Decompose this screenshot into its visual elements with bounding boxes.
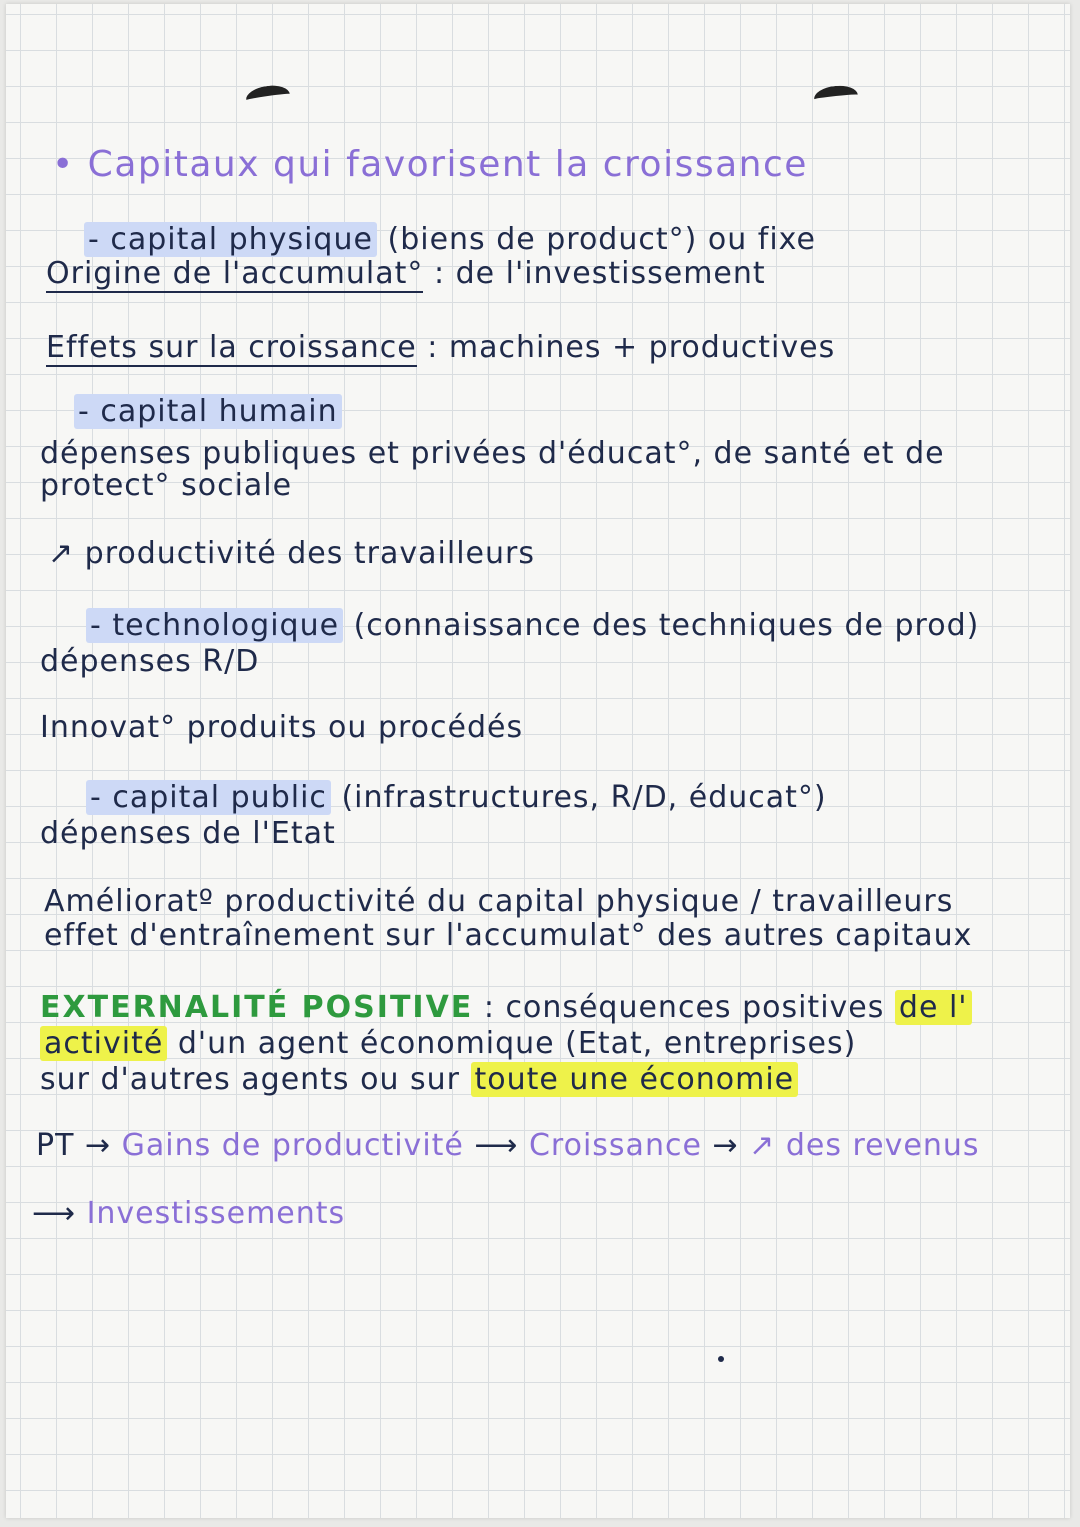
def-externalite-part2: d'un agent économique (Etat, entreprises)	[177, 1026, 857, 1061]
line-investissements	[32, 1196, 345, 1231]
value-effets: : machines + productives	[427, 330, 836, 365]
def-externalite-part3: sur d'autres agents ou sur	[40, 1062, 460, 1097]
term-technologique: - technologique	[86, 608, 343, 643]
line-chain	[36, 1128, 979, 1163]
def-externalite-hl2: activité	[40, 1026, 167, 1061]
line-capital-physique	[84, 222, 816, 257]
line-depenses-etat: dépenses de l'Etat	[40, 816, 336, 851]
line-depenses-rd: dépenses R/D	[40, 644, 260, 679]
arrow-right-icon: ⟶	[32, 1196, 77, 1231]
line-innovation: Innovat° produits ou procédés	[40, 710, 524, 745]
line-entrainement: effet d'entraînement sur l'accumulat° des autres capitaux	[44, 918, 973, 953]
chain-pt: PT	[36, 1128, 75, 1163]
arrow-right-icon: →	[712, 1128, 739, 1163]
line-technologique	[86, 608, 979, 643]
line-externalite-3	[40, 1062, 798, 1097]
chain-gains: Gains de productivité	[121, 1128, 464, 1163]
line-depenses-humain-2: protect° sociale	[40, 468, 293, 503]
line-origine	[46, 256, 766, 291]
punch-hole-right	[813, 84, 859, 110]
section-title: • Capitaux qui favorisent la croissance	[52, 144, 808, 185]
line-externalite-1	[40, 990, 972, 1025]
arrow-right-icon: ⟶	[474, 1128, 519, 1163]
line-productivite: ↗ productivité des travailleurs	[48, 536, 535, 571]
ink-dot	[718, 1356, 724, 1362]
detail-capital-physique: (biens de product°) ou fixe	[387, 222, 816, 257]
term-capital-humain: - capital humain	[74, 394, 342, 429]
term-externalite: EXTERNALITÉ POSITIVE	[40, 990, 474, 1025]
term-capital-physique: - capital physique	[84, 222, 377, 257]
def-externalite-part1: : conséquences positives	[483, 990, 885, 1025]
detail-technologique: (connaissance des techniques de prod)	[353, 608, 980, 643]
line-capital-public	[86, 780, 827, 815]
def-externalite-hl3: toute une économie	[471, 1062, 799, 1097]
line-depenses-humain-1: dépenses publiques et privées d'éducat°, de santé et de	[40, 436, 945, 471]
line-effets	[46, 330, 835, 365]
line-externalite-2	[40, 1026, 856, 1061]
punch-hole-left	[245, 83, 292, 111]
chain-revenus: ↗ des revenus	[749, 1128, 980, 1163]
term-capital-public: - capital public	[86, 780, 331, 815]
arrow-right-icon: →	[84, 1128, 112, 1163]
line-amelioration: Amélioratº productivité du capital physique / travailleurs	[44, 884, 954, 919]
detail-capital-public: (infrastructures, R/D, éducat°)	[341, 780, 827, 815]
line-capital-humain	[74, 394, 342, 429]
def-externalite-hl1: de l'	[895, 990, 972, 1025]
chain-croissance: Croissance	[528, 1128, 702, 1163]
label-origine: Origine de l'accumulat°	[46, 256, 424, 291]
notebook-page	[6, 4, 1070, 1518]
chain-investissements: Investissements	[86, 1196, 346, 1231]
label-effets: Effets sur la croissance	[46, 330, 417, 365]
value-origine: : de l'investissement	[433, 256, 766, 291]
